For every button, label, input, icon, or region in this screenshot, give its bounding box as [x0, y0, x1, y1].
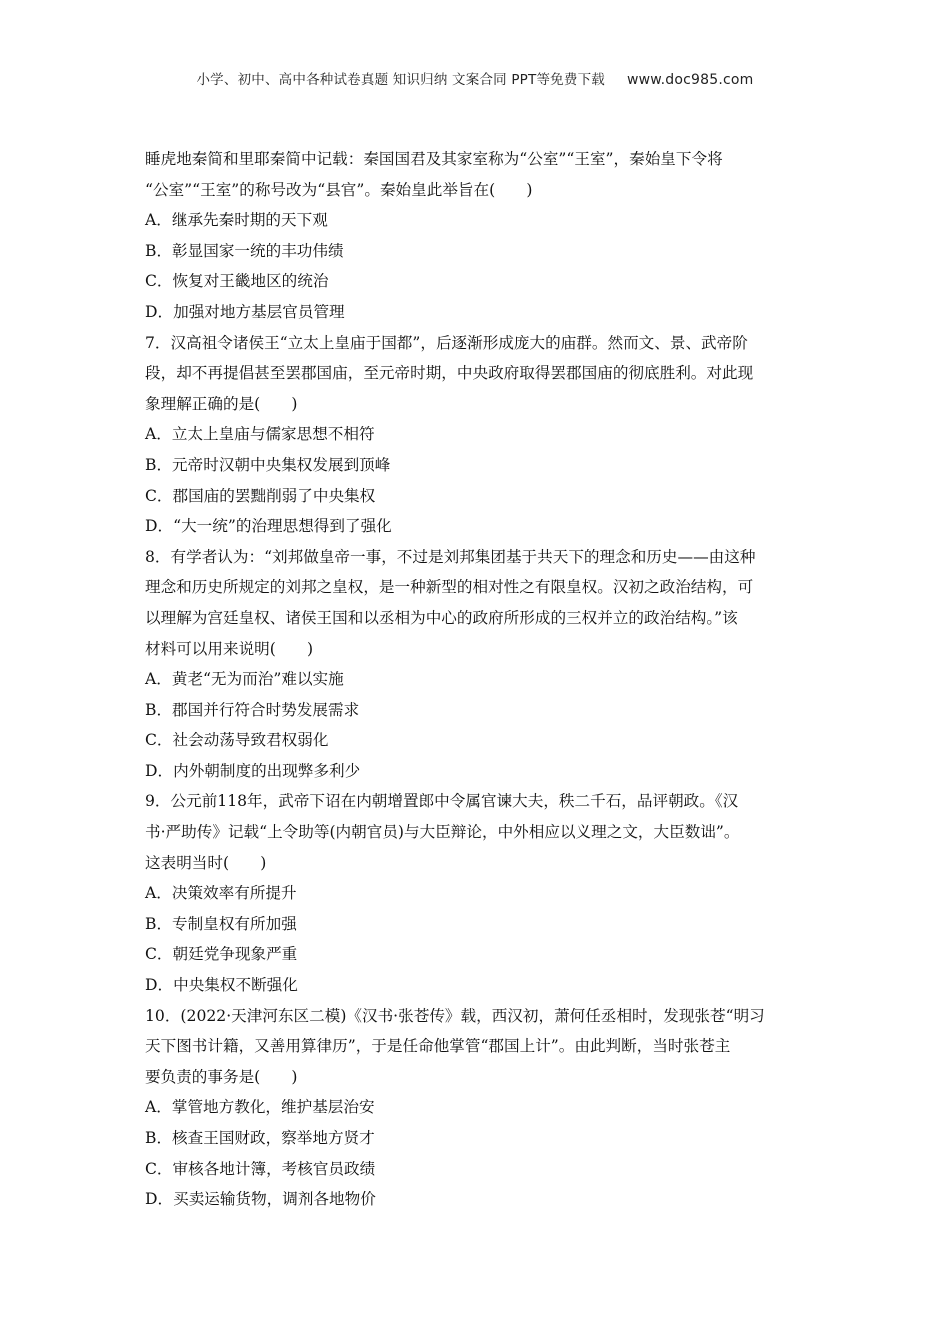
option-b: B．专制皇权有所加强 [145, 914, 297, 933]
option-b: B．元帝时汉朝中央集权发展到顶峰 [145, 455, 391, 474]
option-a: A．立太上皇庙与儒家思想不相符 [145, 425, 375, 444]
question-9 [145, 786, 810, 1000]
option-b: B．核查王国财政，察举地方贤才 [145, 1129, 375, 1147]
option-a: A．决策效率有所提升 [145, 884, 297, 903]
question-stem-line: 以理解为宫廷皇权、诸侯王国和以丞相为中心的政府所形成的三权并立的政治结构。”该 [145, 608, 738, 627]
question-stem-line: 段，却不再提倡甚至罢郡国庙，至元帝时期，中央政府取得罢郡国庙的彻底胜利。对此现 [145, 364, 754, 383]
option-c: C．审核各地计簿，考核官员政绩 [145, 1159, 376, 1178]
option-d: D．内外朝制度的出现弊多利少 [145, 761, 361, 780]
header-site-link[interactable]: www.doc985.com [626, 72, 754, 88]
question-stem-line: 睡虎地秦简和里耶秦简中记载：秦国国君及其家室称为“公室”“王室”，秦始皇下令将 [145, 150, 723, 168]
option-b: B．彰显国家一统的丰功伟绩 [145, 241, 344, 260]
question-stem-line: 材料可以用来说明( ) [145, 639, 314, 658]
option-d: D．中央集权不断强化 [145, 976, 298, 995]
page-header [0, 68, 950, 88]
option-a: A．黄老“无为而治”难以实施 [145, 670, 344, 689]
question-stem-line: 象理解正确的是( ) [145, 394, 298, 413]
question-stem-line: 理念和历史所规定的刘邦之皇权，是一种新型的相对性之有限皇权。汉初之政治结构，可 [145, 578, 754, 597]
option-d: D．买卖运输货物，调剂各地物价 [145, 1190, 376, 1209]
option-b: B．郡国并行符合时势发展需求 [145, 700, 360, 719]
question-stem-line: 书·严助传》记载“上令助等(内朝官员)与大臣辩论，中外相应以义理之文，大臣数诎”。 [145, 823, 740, 842]
option-c: C．朝廷党争现象严重 [145, 945, 298, 964]
question-10 [145, 1001, 810, 1215]
header-text: 小学、初中、高中各种试卷真题 知识归纳 文案合同 PPT等免费下载 [196, 72, 605, 88]
question-stem-line: 10．(2022·天津河东区二模)《汉书·张苍传》载，西汉初，萧何任丞相时，发现张苍“明习 [145, 1006, 765, 1025]
option-a: A．掌管地方教化，维护基层治安 [145, 1098, 375, 1117]
option-c: C．郡国庙的罢黜削弱了中央集权 [145, 486, 376, 505]
question-stem-line: 9．公元前118年，武帝下诏在内朝增置郎中令属官谏大夫，秩二千石，品评朝政。《汉 [145, 792, 739, 811]
question-stem-line: 这表明当时( ) [145, 853, 267, 872]
question-6 [145, 144, 810, 328]
question-list [145, 144, 810, 1215]
question-stem-line: 7．汉高祖令诸侯王“立太上皇庙于国都”，后逐渐形成庞大的庙群。然而文、景、武帝阶 [145, 333, 748, 352]
option-a: A．继承先秦时期的天下观 [145, 211, 328, 230]
option-d: D．加强对地方基层官员管理 [145, 302, 345, 321]
option-c: C．恢复对王畿地区的统治 [145, 272, 329, 291]
question-8 [145, 542, 810, 787]
question-stem-line: 天下图书计籍，又善用算律历”，于是任命他掌管“郡国上计”。由此判断，当时张苍主 [145, 1037, 731, 1056]
question-stem-line: 要负责的事务是( ) [145, 1067, 298, 1086]
question-stem-line: 8．有学者认为：“刘邦做皇帝一事，不过是刘邦集团基于共天下的理念和历史——由这种 [145, 547, 756, 566]
question-7 [145, 328, 810, 542]
option-d: D．“大一统”的治理思想得到了强化 [145, 517, 392, 536]
question-stem-line: “公室”“王室”的称号改为“县官”。秦始皇此举旨在( ) [145, 180, 533, 199]
option-c: C．社会动荡导致君权弱化 [145, 731, 329, 750]
